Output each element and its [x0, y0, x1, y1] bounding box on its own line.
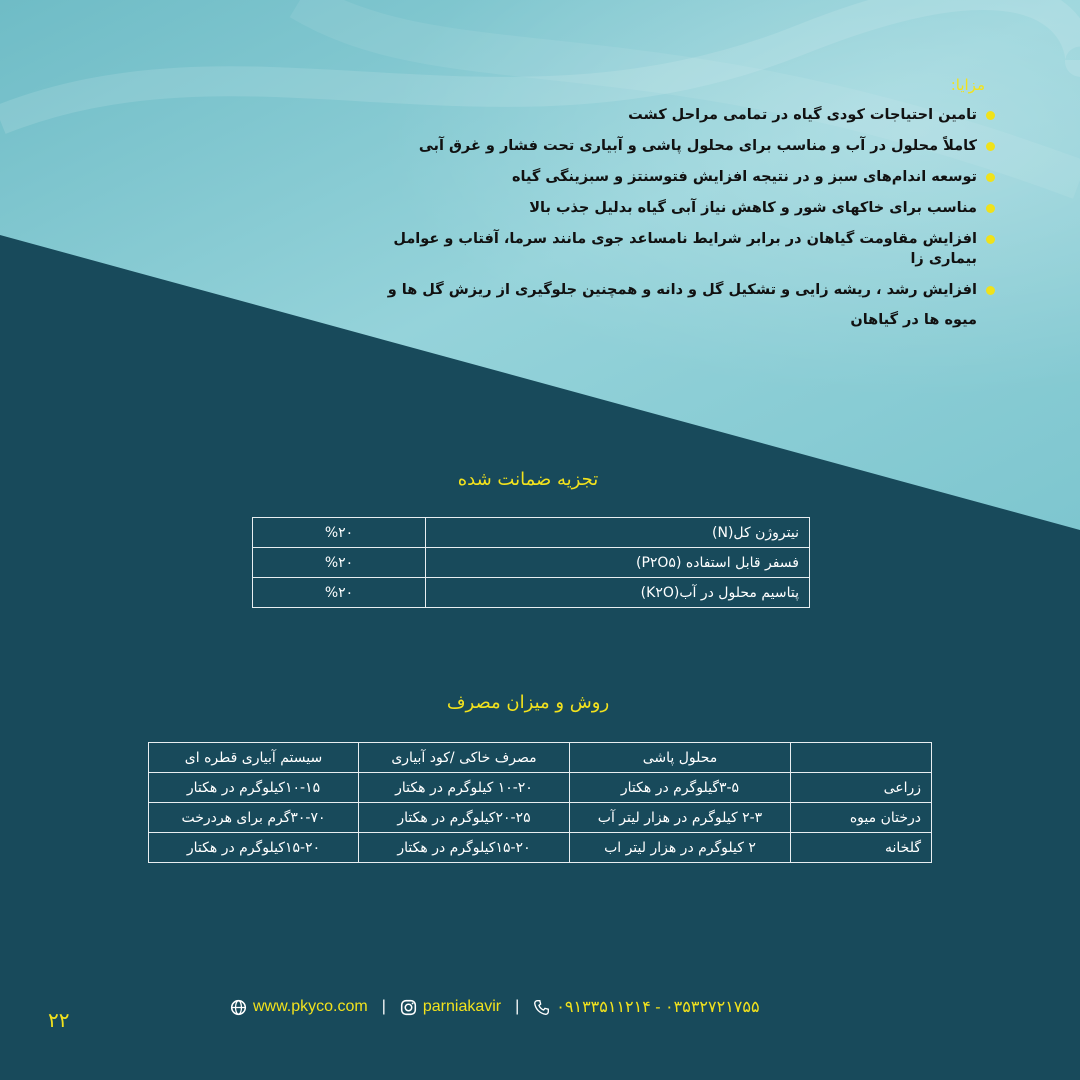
table-cell: ۱۵-۲۰کیلوگرم در هکتار	[359, 833, 570, 863]
benefit-item: تامین احتیاجات کودی گیاه در تمامی مراحل کشت	[355, 105, 995, 125]
page-number: ۲۲	[48, 1008, 70, 1032]
phone-icon	[533, 999, 550, 1016]
table-row	[149, 803, 932, 833]
bullet-icon	[986, 173, 995, 182]
crop-type: زراعی	[791, 773, 932, 803]
benefit-item: کاملاً محلول در آب و مناسب برای محلول پاشی و آبیاری تحت فشار و غرق آبی	[355, 136, 995, 156]
benefit-item: مناسب برای خاکهای شور و کاهش نیاز آبی گیاه بدلیل جذب بالا	[355, 198, 995, 218]
table-cell: ۲۰-۲۵کیلوگرم در هکتار	[359, 803, 570, 833]
separator: |	[515, 998, 520, 1015]
nutrient-name: نیتروژن کل(N)	[426, 518, 810, 548]
website-link[interactable]: www.pkyco.com	[253, 998, 368, 1015]
table-row	[253, 548, 810, 578]
table-cell: ۲-۳ کیلوگرم در هزار لیتر آب	[570, 803, 791, 833]
benefit-item: توسعه اندام‌های سبز و در نتیجه افزایش فتوسنتز و سبزینگی گیاه	[355, 167, 995, 187]
analysis-title: تجزیه ضمانت شده	[457, 469, 599, 490]
column-header: مصرف خاکی /کود آبیاری	[359, 743, 570, 773]
bullet-icon	[986, 235, 995, 244]
table-cell: ۳-۵گیلوگرم در هکتار	[570, 773, 791, 803]
benefit-item: افزایش رشد ، ریشه زایی و تشکیل گل و دانه و همچنین جلوگیری از ریزش گل ها و میوه ها در گیاهان	[355, 280, 995, 330]
footer-contact	[230, 997, 760, 1017]
analysis-table	[252, 517, 810, 608]
instagram-handle[interactable]: parniakavir	[422, 998, 502, 1015]
usage-table	[148, 742, 932, 863]
table-cell: ۱۰-۲۰ کیلوگرم در هکتار	[359, 773, 570, 803]
usage-title: روش و میزان مصرف	[446, 692, 610, 713]
table-row	[253, 578, 810, 608]
crop-type: گلخانه	[791, 833, 932, 863]
table-cell: ۱۵-۲۰کیلوگرم در هکتار	[149, 833, 359, 863]
column-header: سیستم آبیاری قطره ای	[149, 743, 359, 773]
table-cell: ۲ کیلوگرم در هزار لیتر اب	[570, 833, 791, 863]
nutrient-value: %۲۰	[253, 548, 426, 578]
table-row	[149, 833, 932, 863]
nutrient-name: فسفر قابل استفاده (P۲O۵)	[426, 548, 810, 578]
benefits-title: مزایا:	[950, 76, 985, 94]
nutrient-value: %۲۰	[253, 578, 426, 608]
nutrient-name: پتاسیم محلول در آب(K۲O)	[426, 578, 810, 608]
table-header-row	[149, 743, 932, 773]
globe-icon	[230, 999, 247, 1016]
table-cell: ۱۰-۱۵کیلوگرم در هکتار	[149, 773, 359, 803]
crop-type: درختان میوه	[791, 803, 932, 833]
column-header: محلول پاشی	[570, 743, 791, 773]
bullet-icon	[986, 204, 995, 213]
column-header	[791, 743, 932, 773]
table-row	[253, 518, 810, 548]
benefits-list	[355, 105, 995, 341]
benefit-item: افزایش مقاومت گیاهان در برابر شرایط نامساعد جوی مانند سرما، آفتاب و عوامل بیماری زا	[355, 229, 995, 269]
separator: |	[381, 998, 386, 1015]
nutrient-value: %۲۰	[253, 518, 426, 548]
bullet-icon	[986, 142, 995, 151]
table-row	[149, 773, 932, 803]
table-cell: ۳۰-۷۰گرم برای هردرخت	[149, 803, 359, 833]
bullet-icon	[986, 286, 995, 295]
phone-numbers[interactable]: ۰۹۱۳۳۵۱۱۲۱۴ - ۰۳۵۳۲۷۲۱۷۵۵	[556, 999, 760, 1016]
bullet-icon	[986, 111, 995, 120]
instagram-icon	[400, 999, 417, 1016]
